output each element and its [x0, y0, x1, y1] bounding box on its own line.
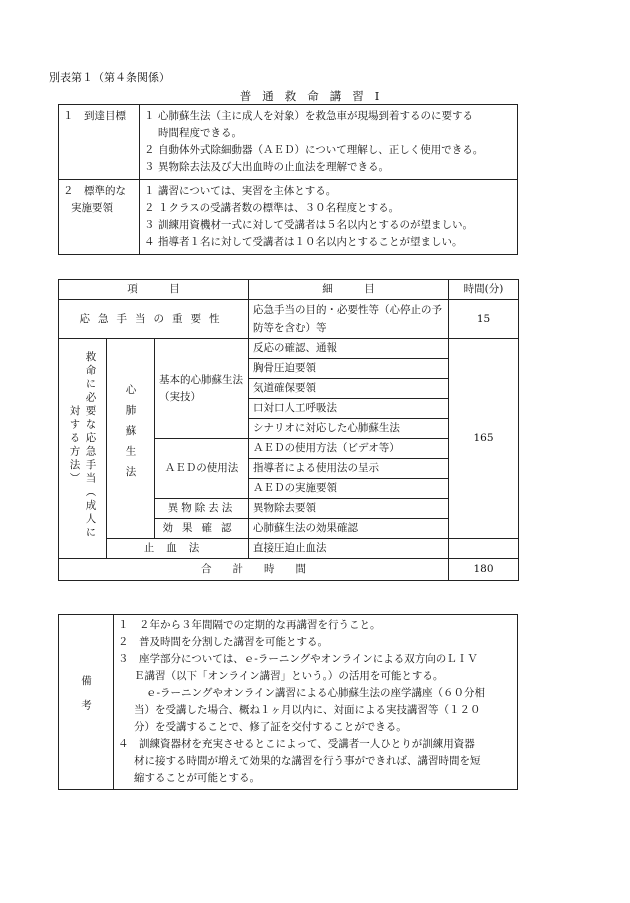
goal-item-1: １ 心肺蘇生法（主に成人を対象）を救急車が現場到着するのに要する — [144, 110, 473, 122]
importance-detail: 応急手当の目的・必要性等（心停止の予防等を含む）等 — [249, 300, 449, 339]
remark-3-line-2: Ｅ講習（以下「オンライン講習」という。）の活用を可能とする。 — [134, 670, 444, 682]
remark-3-line-3: ｅ-ラーニングやオンライン講習による心肺蘇生法の座学講座（６０分相 — [146, 687, 486, 699]
document-title: 普通救命講習Ⅰ — [239, 89, 391, 103]
basic-item-3: 気道確保要領 — [249, 379, 449, 399]
remark-1: １ ２年から３年間隔での定期的な再講習を行うこと。 — [118, 619, 381, 631]
standard-item-3: ３ 訓練用資機材一式に対して受講者は５名以内とするのが望ましい。 — [144, 219, 473, 231]
importance-time: 15 — [449, 300, 519, 339]
remark-2: ２ 普及時間を分割した講習を可能とする。 — [118, 636, 328, 648]
basic-item-5: シナリオに対応した心肺蘇生法 — [249, 419, 449, 439]
remarks-row — [59, 615, 518, 790]
curriculum-table — [58, 279, 519, 581]
obstruction-label: 異物除去法 — [155, 499, 249, 519]
cpr-category-label: 心肺蘇生法 — [107, 339, 155, 539]
remark-3-line-5: 分）を受講することで、修了証を交付することができる。 — [134, 721, 407, 733]
goals-content — [140, 105, 518, 180]
standards-row — [59, 180, 518, 255]
remarks-table — [58, 614, 518, 790]
goal-item-3: ３ 異物除去法及び大出血時の止血法を理解できる。 — [144, 161, 389, 173]
total-row — [59, 559, 519, 581]
remark-4-line-2: 材に接する時間が増えて効果的な講習を行う事ができれば、講習時間を短 — [134, 755, 481, 767]
remark-3: ３ 座学部分については、ｅ-ラーニングやオンラインによる双方向のＬＩＶ — [118, 653, 478, 665]
header-detail: 細 目 — [249, 280, 449, 300]
curriculum-header-row — [59, 280, 519, 300]
header-time: 時間(分) — [449, 280, 519, 300]
hemostasis-time — [449, 539, 519, 559]
importance-label: 応急手当の重要性 — [59, 300, 249, 339]
remarks-content — [114, 615, 518, 790]
standard-item-1: １ 講習については、実習を主体とする。 — [144, 185, 337, 197]
standard-item-2: ２ １クラスの受講者数の標準は、３０名程度とする。 — [144, 202, 400, 214]
obstruction-item: 異物除去要領 — [249, 499, 449, 519]
importance-row — [59, 300, 519, 339]
standards-label: ２ 標準的な 実施要領 — [59, 180, 140, 255]
goal-item-1-cont: 時間程度できる。 — [158, 127, 242, 139]
hemostasis-label: 止血法 — [107, 539, 249, 559]
goals-label: １ 到達目標 — [59, 105, 140, 180]
remark-4-line-3: 縮することが可能とする。 — [134, 772, 260, 784]
total-time: 180 — [449, 559, 519, 581]
standards-content — [140, 180, 518, 255]
hemostasis-row — [59, 539, 519, 559]
remark-3-line-4: 当）を受講した場合、概ね１ヶ月以内に、対面による実技講習等（１２０ — [134, 704, 481, 716]
aed-item-1: ＡＥＤの使用方法（ビデオ等） — [249, 439, 449, 459]
hemostasis-item: 直接圧迫止血法 — [249, 539, 449, 559]
basic-item-2: 胸骨圧迫要領 — [249, 359, 449, 379]
basic-item-1: 反応の確認、通報 — [249, 339, 449, 359]
remarks-label: 備考 — [59, 615, 114, 790]
overview-table — [58, 104, 518, 255]
outer-category-label: 救命に必要な応急手当（成人に対する方法） — [59, 339, 107, 559]
standard-item-4: ４ 指導者１名に対して受講者は１０名以内とすることが望ましい。 — [144, 236, 463, 248]
goals-row — [59, 105, 518, 180]
basic-row-1 — [59, 339, 519, 359]
aed-item-3: ＡＥＤの実施要領 — [249, 479, 449, 499]
goal-item-2: ２ 自動体外式除細動器（ＡＥＤ）について理解し、正しく使用できる。 — [144, 144, 484, 156]
basic-item-4: 口対口人工呼吸法 — [249, 399, 449, 419]
aed-label: ＡＥＤの使用法 — [155, 439, 249, 499]
aed-item-2: 指導者による使用法の呈示 — [249, 459, 449, 479]
main-time: 165 — [449, 339, 519, 539]
document-header: 別表第１（第４条関係） — [49, 71, 170, 84]
effect-label: 効果確認 — [155, 519, 249, 539]
header-item: 項 目 — [59, 280, 249, 300]
effect-item: 心肺蘇生法の効果確認 — [249, 519, 449, 539]
basic-cpr-label: 基本的心肺蘇生法（実技） — [155, 339, 249, 439]
remark-4: ４ 訓練資器材を充実させるとこによって、受講者一人ひとりが訓練用資器 — [118, 738, 475, 750]
total-label: 合 計 時 間 — [59, 559, 449, 581]
